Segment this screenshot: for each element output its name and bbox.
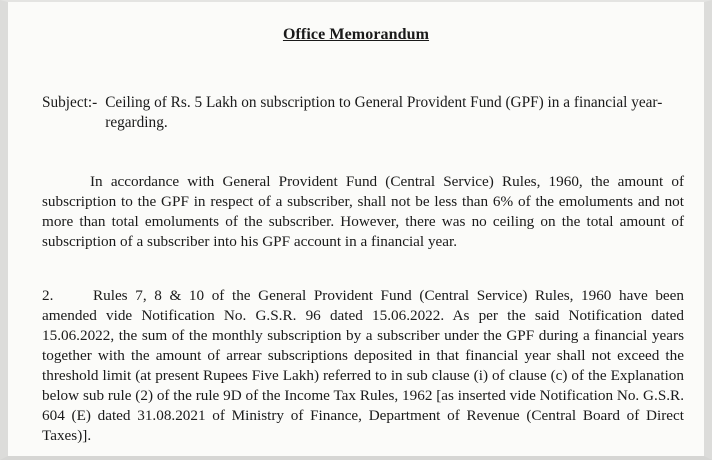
paragraph-2 — [42, 286, 684, 446]
paragraph-1: In accordance with General Provident Fund (Central Service) Rules, 1960, the amount of subscription to the GPF in respect of a subscriber, shall not be less than 6% of the emoluments and not more than total emoluments of the subscriber. However, there was no ceiling on the total amount of subscription of a subscriber into his GPF account in a financial year. — [42, 173, 684, 250]
memo-title: Office Memorandum — [282, 26, 430, 43]
subject-text: Ceiling of Rs. 5 Lakh on subscription to General Provident Fund (GPF) in a financial year- regarding. — [105, 94, 663, 131]
subject-line — [42, 93, 682, 133]
paragraph-2-text: Rules 7, 8 & 10 of the General Provident Fund (Central Service) Rules, 1960 have been amended vide Notification No. G.S.R. 96 dated 15.06.2022. As per the said Notification dated 15.06.2022, the sum of the monthly subscription by a subscriber under the GPF during a financial years together with the amount of arrear subscriptions deposited in that financial year shall not exceed the threshold limit (at present Rupees Five Lakh) referred to in sub clause (i) of clause (c) of the Explanation below sub rule (2) of the rule 9D of the Income Tax Rules, 1962 [as inserted vide Notification No. G.S.R. 604 (E) dated 31.08.2021 of Ministry of Finance, Department of Revenue (Central Board of Direct Taxes)]. — [42, 287, 684, 444]
subject-label: Subject:- — [42, 94, 98, 111]
paragraph-2-number: 2. — [42, 287, 54, 304]
